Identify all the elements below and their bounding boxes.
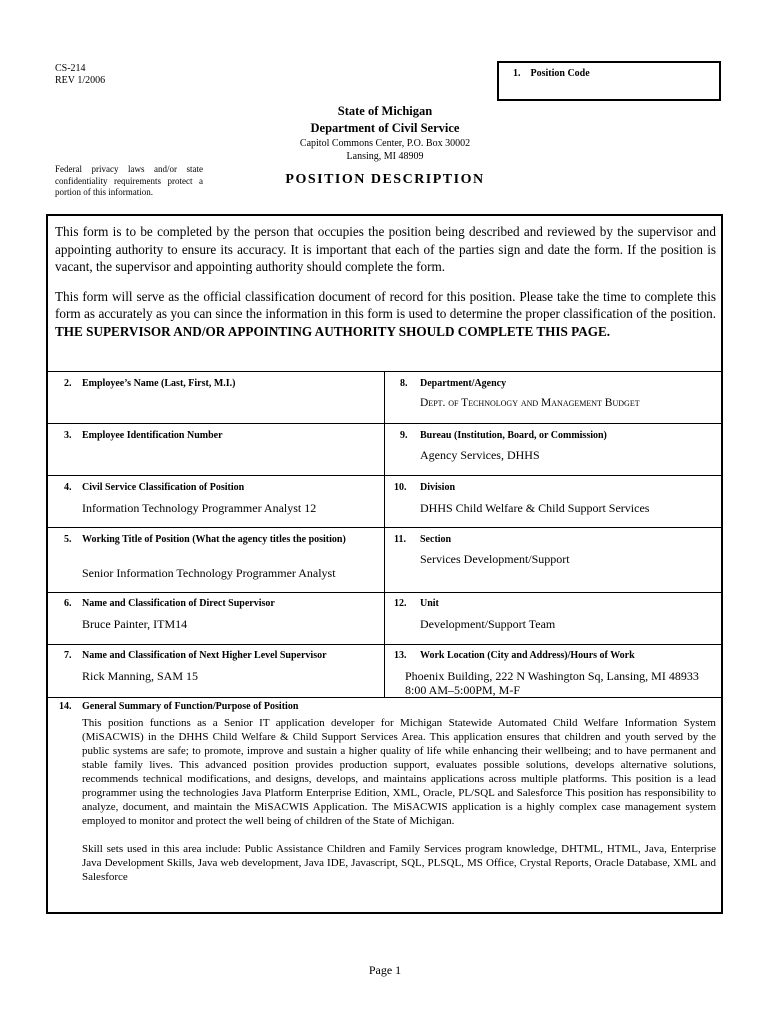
- document-title: POSITION DESCRIPTION: [285, 172, 485, 187]
- field-3-number: 3.: [64, 430, 72, 441]
- work-location-field[interactable]: [405, 669, 720, 697]
- field-9-number: 9.: [400, 430, 408, 441]
- instructions-paragraph-2: [55, 288, 716, 341]
- summary-paragraph-1: This position functions as a Senior IT application developer for Michigan Statewide Automated Child Welfare Information System (MiSACWIS) in the DHHS Child Welfare & Child Support Services Area. This application ensures that children and youth served by the public systems are safe; to promote, improve and sustain a higher quality of life while enhancing their wellbeing; and to have permanent and stable family lives. This advanced position provides production support, evaluates possible solutions, develops alternative solutions, recommends technical modifications, and designs, develops, and maintains applications across multiple platforms. This position is a lead programmer using the technologies Java Platform Enterprise Edition, XML, Oracle, PL/SQL and Salesforce This position has responsibility to analyze, document, and maintain the MiSACWIS Application. The MiSACWIS application is a highly complex case management system employed to monitor and protect the well being of children of the State of Michigan.: [82, 717, 716, 827]
- field-5-label: [64, 534, 364, 546]
- field-9-label: [400, 430, 607, 442]
- position-code-text: Position Code: [530, 68, 590, 79]
- field-7-label-text: Name and Classification of Next Higher Level Supervisor: [82, 650, 327, 661]
- position-code-box[interactable]: [497, 61, 721, 101]
- field-6-number: 6.: [64, 598, 72, 609]
- section-field[interactable]: Services Development/Support: [420, 552, 570, 566]
- unit-field[interactable]: Development/Support Team: [420, 617, 556, 631]
- field-3-label: [64, 430, 223, 442]
- field-6-label: [64, 598, 275, 610]
- agency-header: [230, 103, 540, 163]
- field-2-label-text: Employee’s Name (Last, First, M.I.): [82, 378, 236, 389]
- field-10-label: [394, 482, 455, 494]
- field-10-number: 10.: [394, 482, 407, 493]
- next-supervisor-field[interactable]: Rick Manning, SAM 15: [82, 669, 199, 683]
- form-number: CS-214: [55, 63, 86, 74]
- field-11-label-text: Section: [420, 534, 452, 545]
- field-8-number: 8.: [400, 378, 408, 389]
- employee-name-field[interactable]: [82, 396, 372, 414]
- general-summary-field[interactable]: [82, 716, 716, 898]
- field-4-number: 4.: [64, 482, 72, 493]
- divider: [48, 697, 721, 698]
- field-2-number: 2.: [64, 378, 72, 389]
- instructions-paragraph-2-text: This form will serve as the official classification document of record for this position. Please take the time to complete this form as accurately as you can since the information in this form is used to determine the proper classification of the position.: [55, 288, 716, 321]
- field-14-label-text: General Summary of Function/Purpose of Position: [82, 701, 299, 712]
- instructions-paragraph-1: This form is to be completed by the person that occupies the position being described and reviewed by the supervisor and appointing authority to ensure its accuracy. It is important that each of the parties sign and date the form. If the position is vacant, the supervisor and appointing authority should complete the form.: [55, 224, 716, 274]
- field-2-label: [64, 378, 236, 390]
- field-13-label: [394, 650, 635, 662]
- page-number: Page 1: [368, 963, 402, 977]
- state-name: State of Michigan: [337, 104, 433, 118]
- classification-field[interactable]: Information Technology Programmer Analyst 12: [82, 501, 317, 515]
- field-12-number: 12.: [394, 598, 407, 609]
- field-12-label-text: Unit: [420, 598, 439, 609]
- field-8-label: [400, 378, 506, 390]
- field-6-label-text: Name and Classification of Direct Supervisor: [82, 598, 275, 609]
- field-12-label: [394, 598, 439, 610]
- address-line-1: Capitol Commons Center, P.O. Box 30002: [299, 138, 471, 149]
- field-11-label: [394, 534, 451, 546]
- field-3-label-text: Employee Identification Number: [82, 430, 223, 441]
- instructions: [55, 223, 716, 352]
- working-title-field[interactable]: Senior Information Technology Programmer Analyst: [82, 566, 336, 580]
- work-hours: 8:00 AM–5:00PM, M-F: [405, 683, 521, 697]
- field-10-label-text: Division: [420, 482, 456, 493]
- instructions-bold-notice: THE SUPERVISOR AND/OR APPOINTING AUTHORITY SHOULD COMPLETE THIS PAGE.: [55, 323, 611, 339]
- field-5-number: 5.: [64, 534, 72, 545]
- privacy-notice: Federal privacy laws and/or state confidentiality requirements protect a portion of this information.: [55, 164, 203, 197]
- field-11-number: 11.: [394, 534, 406, 545]
- department-field[interactable]: Dept. of Technology and Management Budget: [420, 397, 640, 409]
- field-5-label-text: Working Title of Position (What the agency titles the position): [82, 534, 346, 545]
- field-4-label: [64, 482, 244, 494]
- field-9-label-text: Bureau (Institution, Board, or Commission): [420, 430, 607, 441]
- field-14-number: 14.: [59, 701, 72, 712]
- position-code-label: [513, 68, 590, 79]
- field-7-number: 7.: [64, 650, 72, 661]
- direct-supervisor-field[interactable]: Bruce Painter, ITM14: [82, 617, 188, 631]
- employee-id-field[interactable]: [82, 448, 372, 466]
- field-4-label-text: Civil Service Classification of Position: [82, 482, 245, 493]
- address-line-2: Lansing, MI 48909: [346, 151, 424, 162]
- work-location-address: Phoenix Building, 222 N Washington Sq, Lansing, MI 48933: [405, 669, 699, 683]
- summary-paragraph-2: Skill sets used in this area include: Public Assistance Children and Family Services program knowledge, DHTML, HTML, Java, Enterprise Java Development Skills, Java web development, Java IDE, Javascript, SQL, PLSQL, MS Office, Crystal Reports, Oracle Database, XML and Salesforce: [82, 843, 716, 883]
- field-7-label: [64, 650, 327, 662]
- column-divider: [384, 371, 385, 697]
- bureau-field[interactable]: Agency Services, DHHS: [420, 448, 540, 462]
- field-14-label: [59, 701, 298, 713]
- field-8-label-text: Department/Agency: [420, 378, 507, 389]
- department-name: Department of Civil Service: [310, 121, 460, 135]
- field-13-number: 13.: [394, 650, 407, 661]
- form-revision: REV 1/2006: [55, 75, 106, 86]
- position-code-number: 1.: [513, 68, 521, 79]
- form-identifier: [55, 63, 105, 87]
- division-field[interactable]: DHHS Child Welfare & Child Support Services: [420, 501, 650, 515]
- field-13-label-text: Work Location (City and Address)/Hours of Work: [420, 650, 635, 661]
